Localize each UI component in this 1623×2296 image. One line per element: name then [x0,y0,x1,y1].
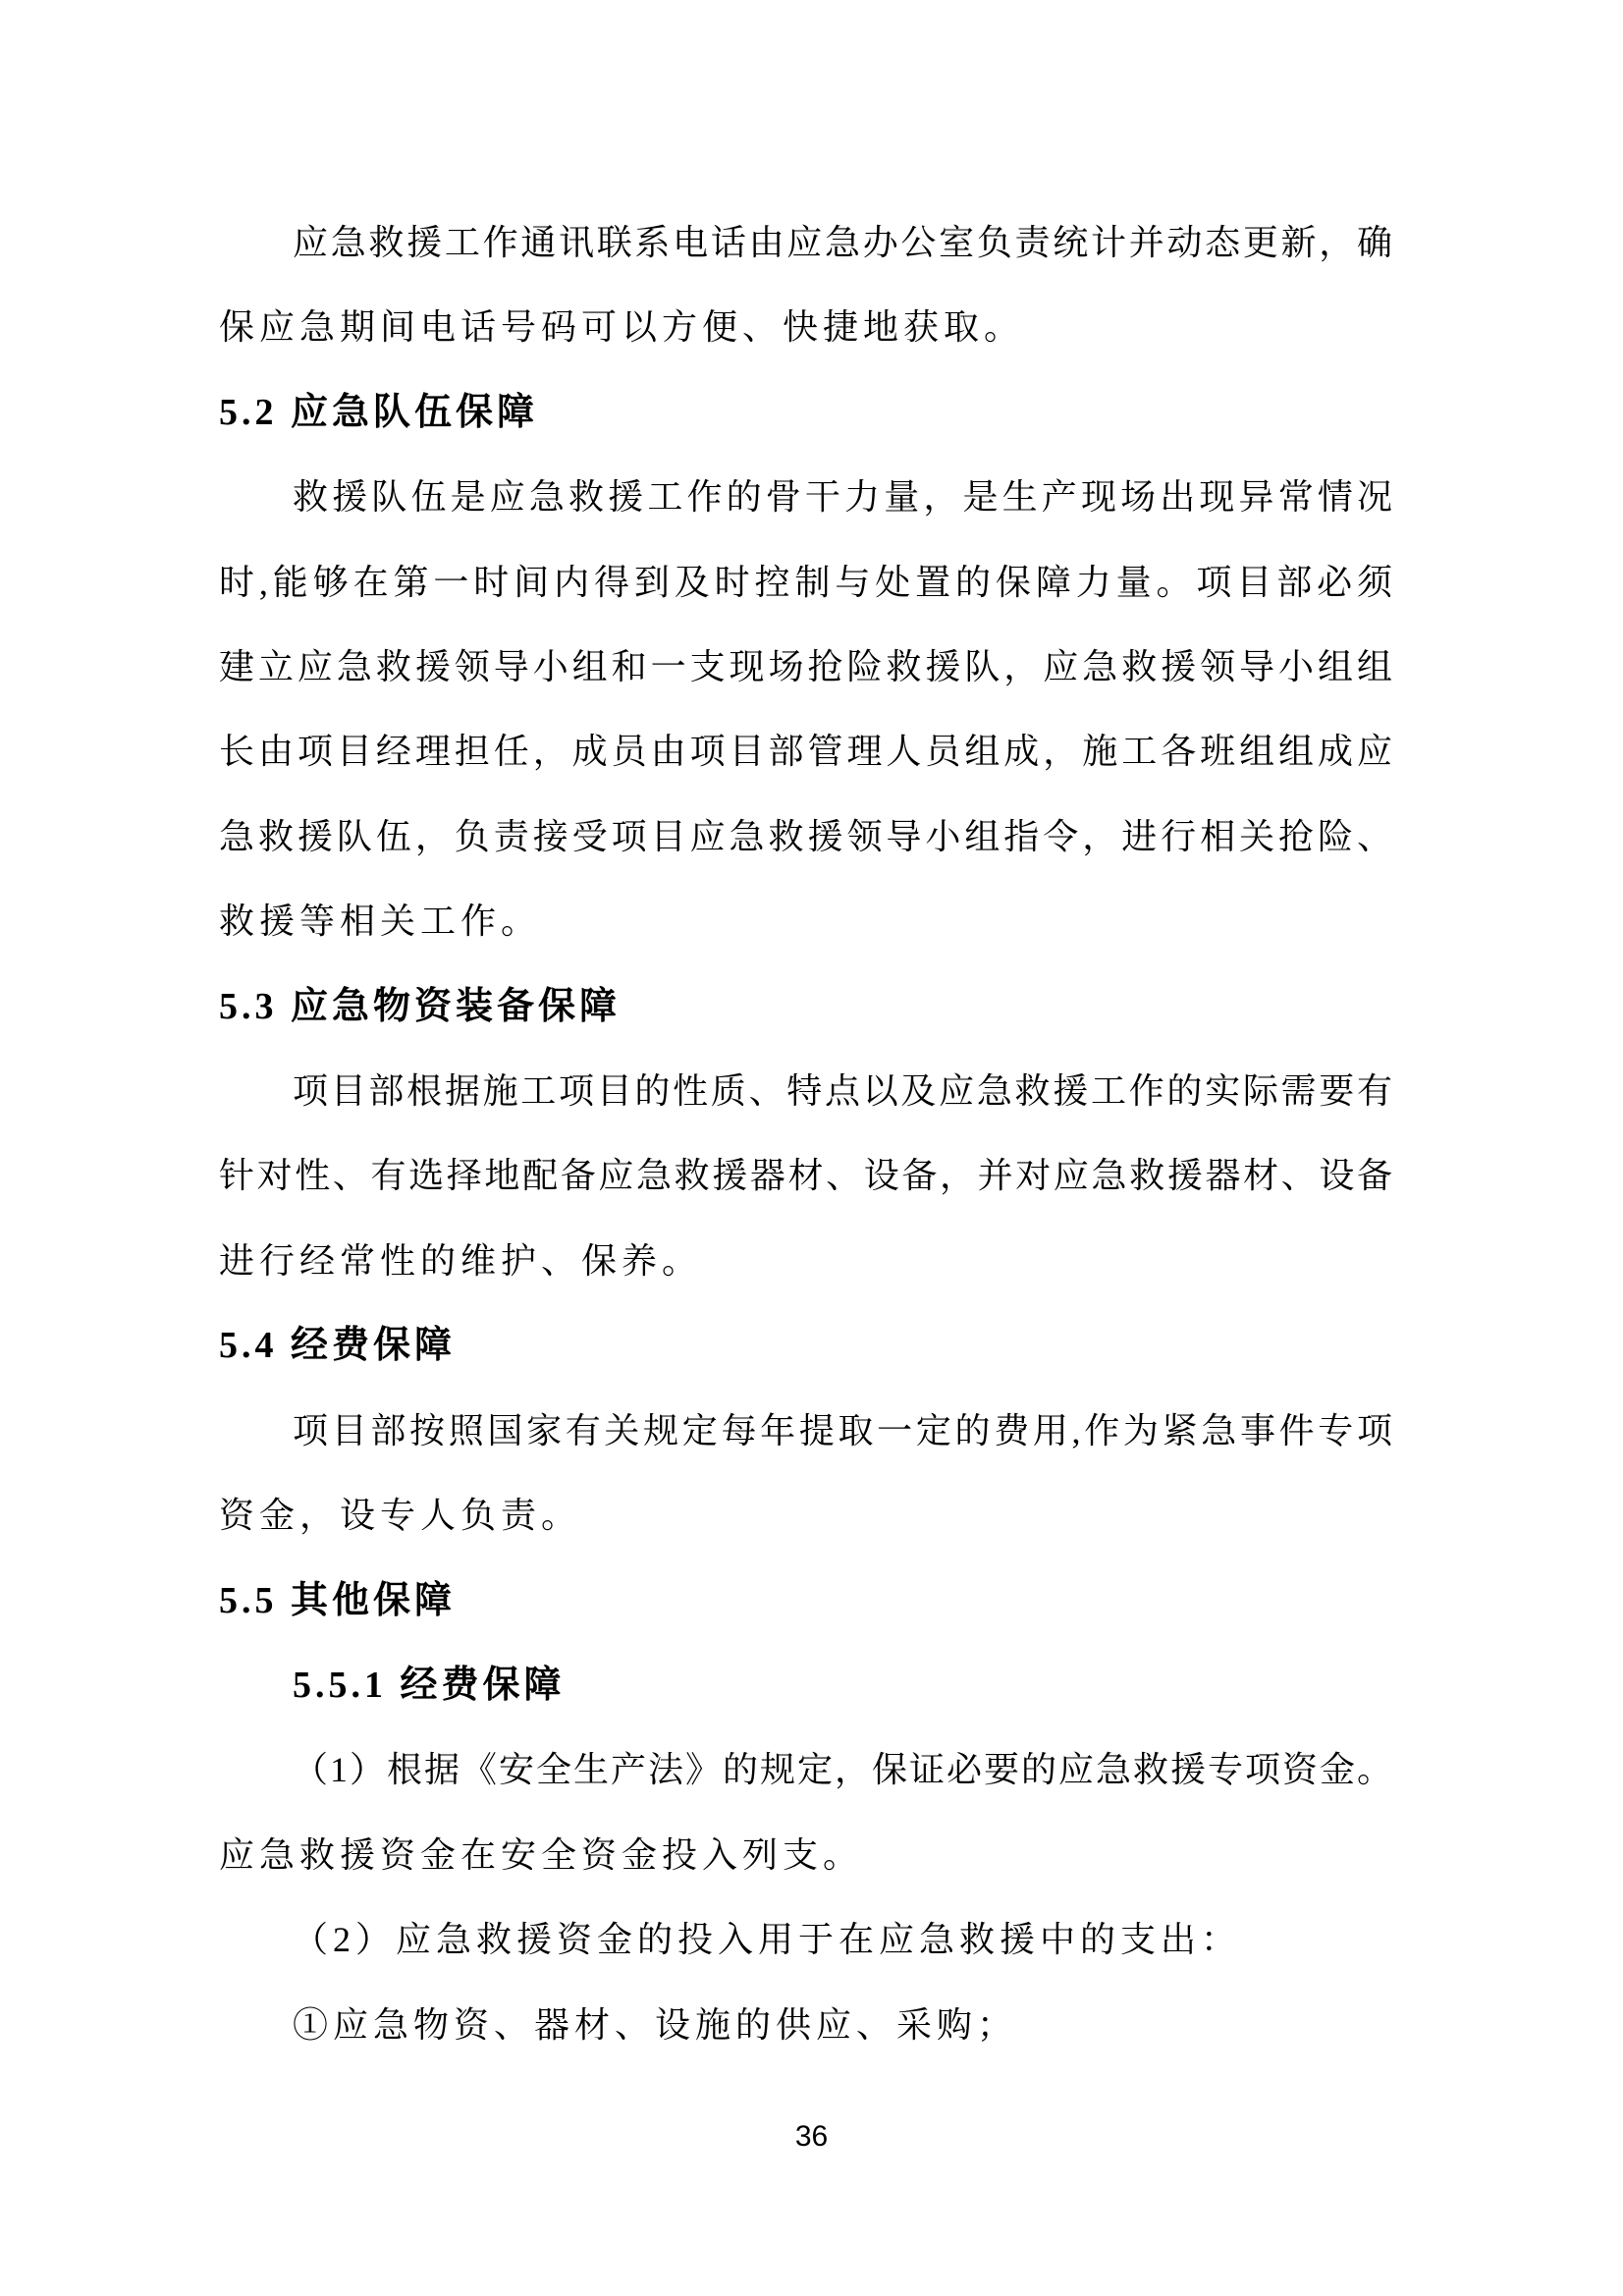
paragraph-line: 资金，设专人负责。 [219,1496,582,1536]
paragraph-line: 救援队伍是应急救援工作的骨干力量，是生产现场出现异常情况 [293,477,1392,518]
paragraph-line: 长由项目经理担任，成员由项目部管理人员组成，施工各班组组成应 [219,732,1392,772]
paragraph-line: （1）根据《安全生产法》的规定，保证必要的应急救援专项资金。 [293,1750,1392,1790]
paragraph-line: 应急救援资金在安全资金投入列支。 [219,1834,864,1875]
section-heading: 5.5.1 经费保障 [293,1664,566,1706]
paragraph-line: 建立应急救援领导小组和一支现场抢险救援队，应急救援领导小组组 [219,647,1392,687]
paragraph-line: 保应急期间电话号码可以方便、快捷地获取。 [219,307,1025,348]
paragraph-line: （2）应急救援资金的投入用于在应急救援中的支出： [293,1920,1242,1960]
section-heading: 5.3 应急物资装备保障 [219,985,622,1027]
paragraph-line: 项目部按照国家有关规定每年提取一定的费用,作为紧急事件专项 [293,1410,1392,1450]
section-heading: 5.4 经费保障 [219,1325,457,1367]
section-heading: 5.2 应急队伍保障 [219,391,539,433]
page-number: 36 [794,2120,829,2153]
document-content [219,200,1392,2067]
paragraph-line: 针对性、有选择地配备应急救援器材、设备，并对应急救援器材、设备 [219,1156,1392,1196]
paragraph-line: ①应急物资、器材、设施的供应、采购； [293,2004,1018,2045]
paragraph-line: 救援等相关工作。 [219,902,542,942]
paragraph-line: 时,能够在第一时间内得到及时控制与处置的保障力量。项目部必须 [219,562,1392,602]
paragraph-line: 进行经常性的维护、保养。 [219,1240,703,1281]
section-heading: 5.5 其他保障 [219,1579,457,1621]
paragraph-line: 急救援队伍，负责接受项目应急救援领导小组指令，进行相关抢险、 [219,816,1392,856]
paragraph-line: 应急救援工作通讯联系电话由应急办公室负责统计并动态更新，确 [293,223,1392,262]
paragraph-line: 项目部根据施工项目的性质、特点以及应急救援工作的实际需要有 [293,1071,1392,1112]
